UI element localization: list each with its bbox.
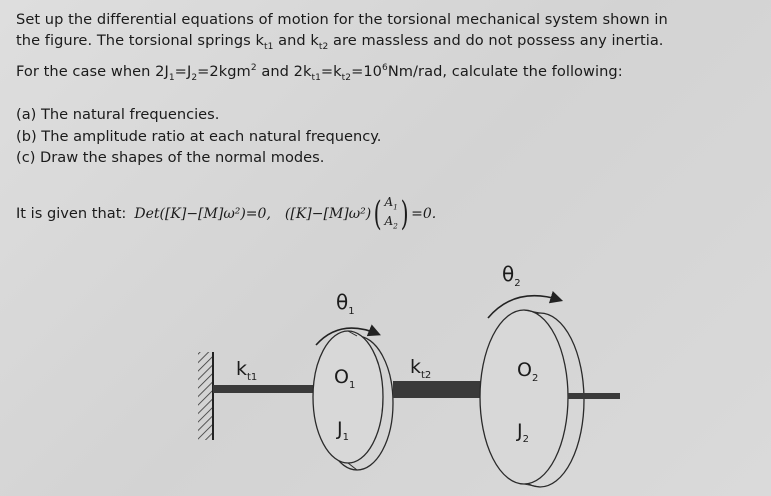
statement-line-2: the figure. The torsional springs $k_{t1}$ and $k_{t2}$ are massless and do not possess any inertia. [16,32,664,52]
amplitude-vector: ( $A_1$ $A_2$ ) [373,194,409,234]
theta1-label: $\theta_1$ [336,290,355,317]
fixed-wall [198,352,213,440]
vector-a1: $A_1$ [384,194,398,211]
theta2-label: $\theta_2$ [502,262,521,289]
statement-line-3: For the case when $2J_1=J_2=2kgm^2$ and $2k_{t1}=k_{t2}=10^6Nm$/rad, calculate the following: [16,62,623,83]
center-o2-label: $O_2$ [517,359,539,384]
spring-kt2-label: $k_{t2}$ [410,356,432,381]
task-item-c: (c) Draw the shapes of the normal modes. [16,149,325,166]
given-prefix: It is given that: [16,205,127,222]
shaft-kt1 [213,385,313,393]
task-item-b: (b) The amplitude ratio at each natural frequency. [16,127,382,145]
disk-1 [313,331,393,470]
shaft-output [568,393,620,399]
vector-a2: $A_2$ [384,214,398,231]
eigen-equals-zero: =0. [411,206,437,222]
center-o1-label: $O_1$ [334,366,356,391]
determinant-equation: Det([K]−[M]ω²)=0, [134,206,271,222]
spring-kt1-label: $k_{t1}$ [236,358,258,383]
statement-line-1: Set up the differential equations of motion for the torsional mechanical system shown in [16,11,668,28]
task-item-a: (a) The natural frequencies. [16,106,220,123]
eigen-matrix-term: ([K]−[M]ω²) [284,206,372,222]
inertia-j1-label: $J_1$ [337,418,349,443]
inertia-j2-label: $J_2$ [517,420,529,445]
